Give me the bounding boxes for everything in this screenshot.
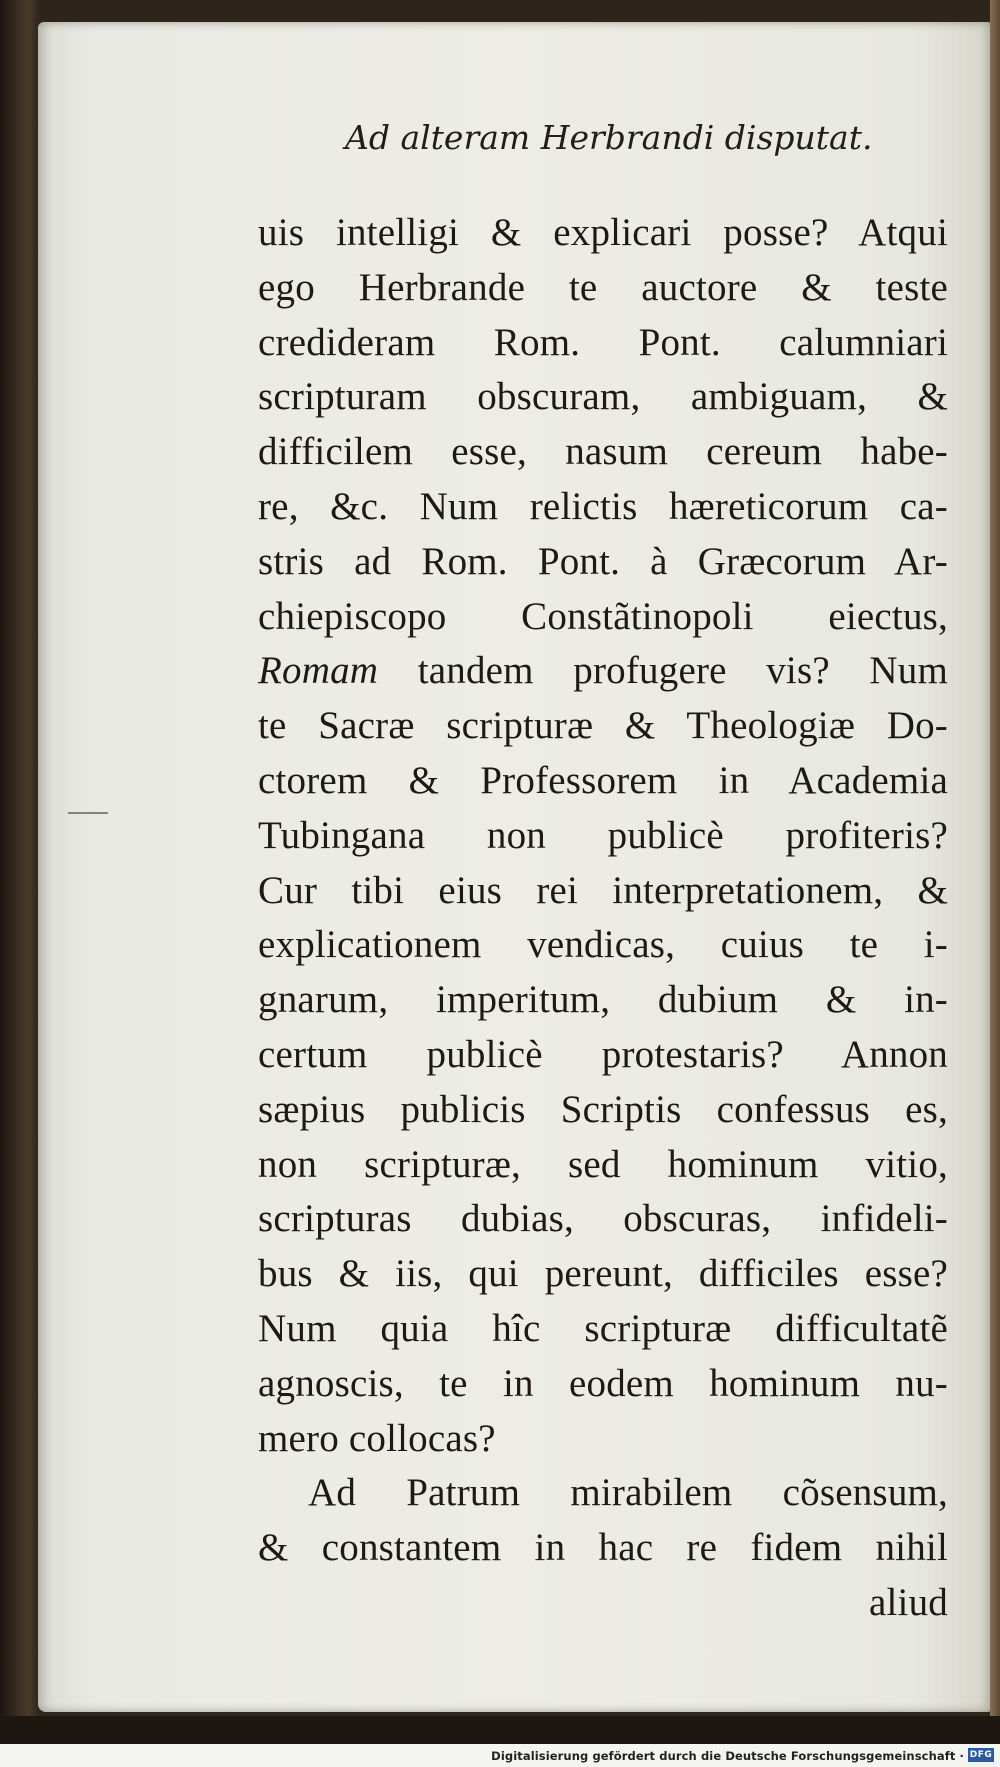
- text-line: ctorem & Professorem in Academia: [258, 758, 948, 802]
- text-line: explicationem vendicas, cuius te i-: [258, 923, 948, 967]
- text-line: scripturas dubias, obscuras, infideli-: [258, 1197, 948, 1241]
- text-line: credideram Rom. Pont. calumniari: [258, 320, 948, 364]
- text-line: sæpius publicis Scriptis confessus es,: [258, 1087, 948, 1131]
- text-line: scripturam obscuram, ambiguam, &: [258, 375, 948, 419]
- text-line: bus & iis, qui pereunt, difficiles esse?: [258, 1252, 948, 1296]
- text-line: non scripturæ, sed hominum vitio,: [258, 1142, 948, 1186]
- text-line: mero collocas?: [258, 1416, 496, 1460]
- paragraph-start: Ad Patrum mirabilem cõsensum,: [308, 1471, 948, 1515]
- digitization-credit: Digitalisierung gefördert durch die Deutsche Forschungsgemeinschaft ·: [491, 1749, 964, 1763]
- text-line: Num quia hîc scripturæ difficultatẽ: [258, 1306, 948, 1350]
- text-line: & constantem in hac re fidem nihil: [258, 1526, 948, 1570]
- text-line: chiepiscopo Constãtinopoli eiectus,: [258, 594, 948, 638]
- running-header: Ad alteram Herbrandi disputat.: [345, 118, 873, 157]
- text-line: uis intelligi & explicari posse? Atqui: [258, 211, 948, 254]
- dfg-logo: DFG: [969, 1750, 993, 1760]
- italic-word: Romam: [258, 649, 379, 693]
- catchword: aliud: [869, 1580, 948, 1624]
- text-line: gnarum, imperitum, dubium & in-: [258, 978, 948, 1022]
- text-line-rest: tandem profugere vis? Num: [378, 649, 948, 693]
- text-line: Cur tibi eius rei interpretationem, &: [258, 868, 948, 912]
- text-line-romam: [258, 644, 948, 699]
- text-line: stris ad Rom. Pont. à Græcorum Ar-: [258, 539, 948, 583]
- text-line: difficilem esse, nasum cereum habe-: [258, 430, 948, 474]
- text-line: re, &c. Num relictis hæreticorum ca-: [258, 484, 948, 528]
- body-text: [258, 206, 948, 1631]
- text-line: certum publicè protestaris? Annon: [258, 1032, 948, 1076]
- text-line: Tubingana non publicè profiteris?: [258, 813, 948, 857]
- text-line: agnoscis, te in eodem hominum nu-: [258, 1361, 948, 1405]
- text-line: ego Herbrande te auctore & teste: [258, 265, 948, 309]
- book-edge: [990, 0, 1000, 1767]
- margin-mark: [68, 812, 108, 814]
- text-line: te Sacræ scripturæ & Theologiæ Do-: [258, 704, 948, 748]
